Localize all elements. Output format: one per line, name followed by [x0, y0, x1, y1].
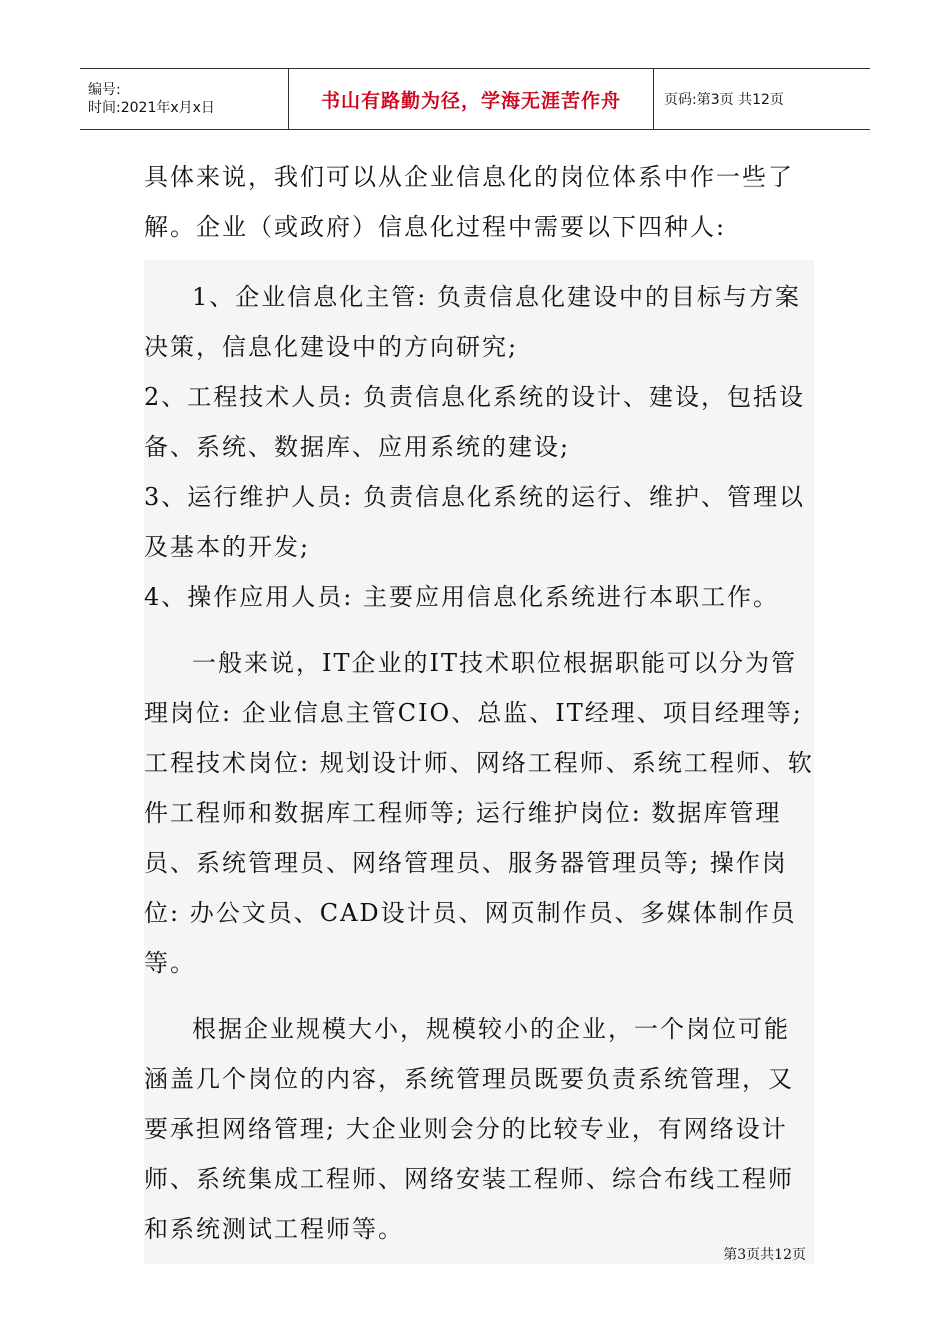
- role-item-2: 2、工程技术人员: 负责信息化系统的设计、建设，包括设备、系统、数据库、应用系统的建设;: [144, 383, 805, 461]
- number-label: 编号:: [88, 82, 121, 98]
- shaded-section: [144, 260, 814, 1264]
- page-footer: [700, 1244, 806, 1264]
- role-item-4: 4、操作应用人员: 主要应用信息化系统进行本职工作。: [144, 583, 779, 611]
- role-item-3: 3、运行维护人员: 负责信息化系统的运行、维护、管理以及基本的开发;: [144, 483, 805, 561]
- intro-paragraph: 具体来说，我们可以从企业信息化的岗位体系中作一些了解。企业（或政府）信息化过程中需要以下四种人:: [144, 163, 794, 241]
- header-page-info: [654, 69, 870, 129]
- document-body: [144, 152, 814, 1264]
- page-info-text: 页码:第3页 共12页: [664, 92, 784, 108]
- positions-paragraph: 一般来说，IT企业的IT技术职位根据职能可以分为管理岗位: 企业信息主管CIO、总监、IT经理、项目经理等; 工程技术岗位: 规划设计师、网络工程师、系统工程师、软件工程师和数据库工程师等; 运行维护岗位: 数据库管理员、系统管理员、网络管理员、服务器管理员等; 操作岗位: 办公文员、CAD设计员、网页制作员、多媒体制作员等。: [144, 649, 814, 977]
- footer-page-number: 第3页共12页: [723, 1247, 806, 1263]
- motto-text: 书山有路勤为径，学海无涯苦作舟: [320, 89, 621, 112]
- time-label: 时间:2021年x月x日: [88, 100, 215, 116]
- page-header: [80, 68, 870, 130]
- scale-paragraph: 根据企业规模大小，规模较小的企业，一个岗位可能涵盖几个岗位的内容，系统管理员既要负责系统管理，又要承担网络管理; 大企业则会分的比较专业，有网络设计师、系统集成工程师、网络安装工程师、综合布线工程师和系统测试工程师等。: [144, 1015, 794, 1243]
- header-motto: [289, 69, 654, 129]
- role-item-1: 1、企业信息化主管: 负责信息化建设中的目标与方案决策，信息化建设中的方向研究;: [144, 283, 801, 361]
- header-meta: [80, 69, 289, 129]
